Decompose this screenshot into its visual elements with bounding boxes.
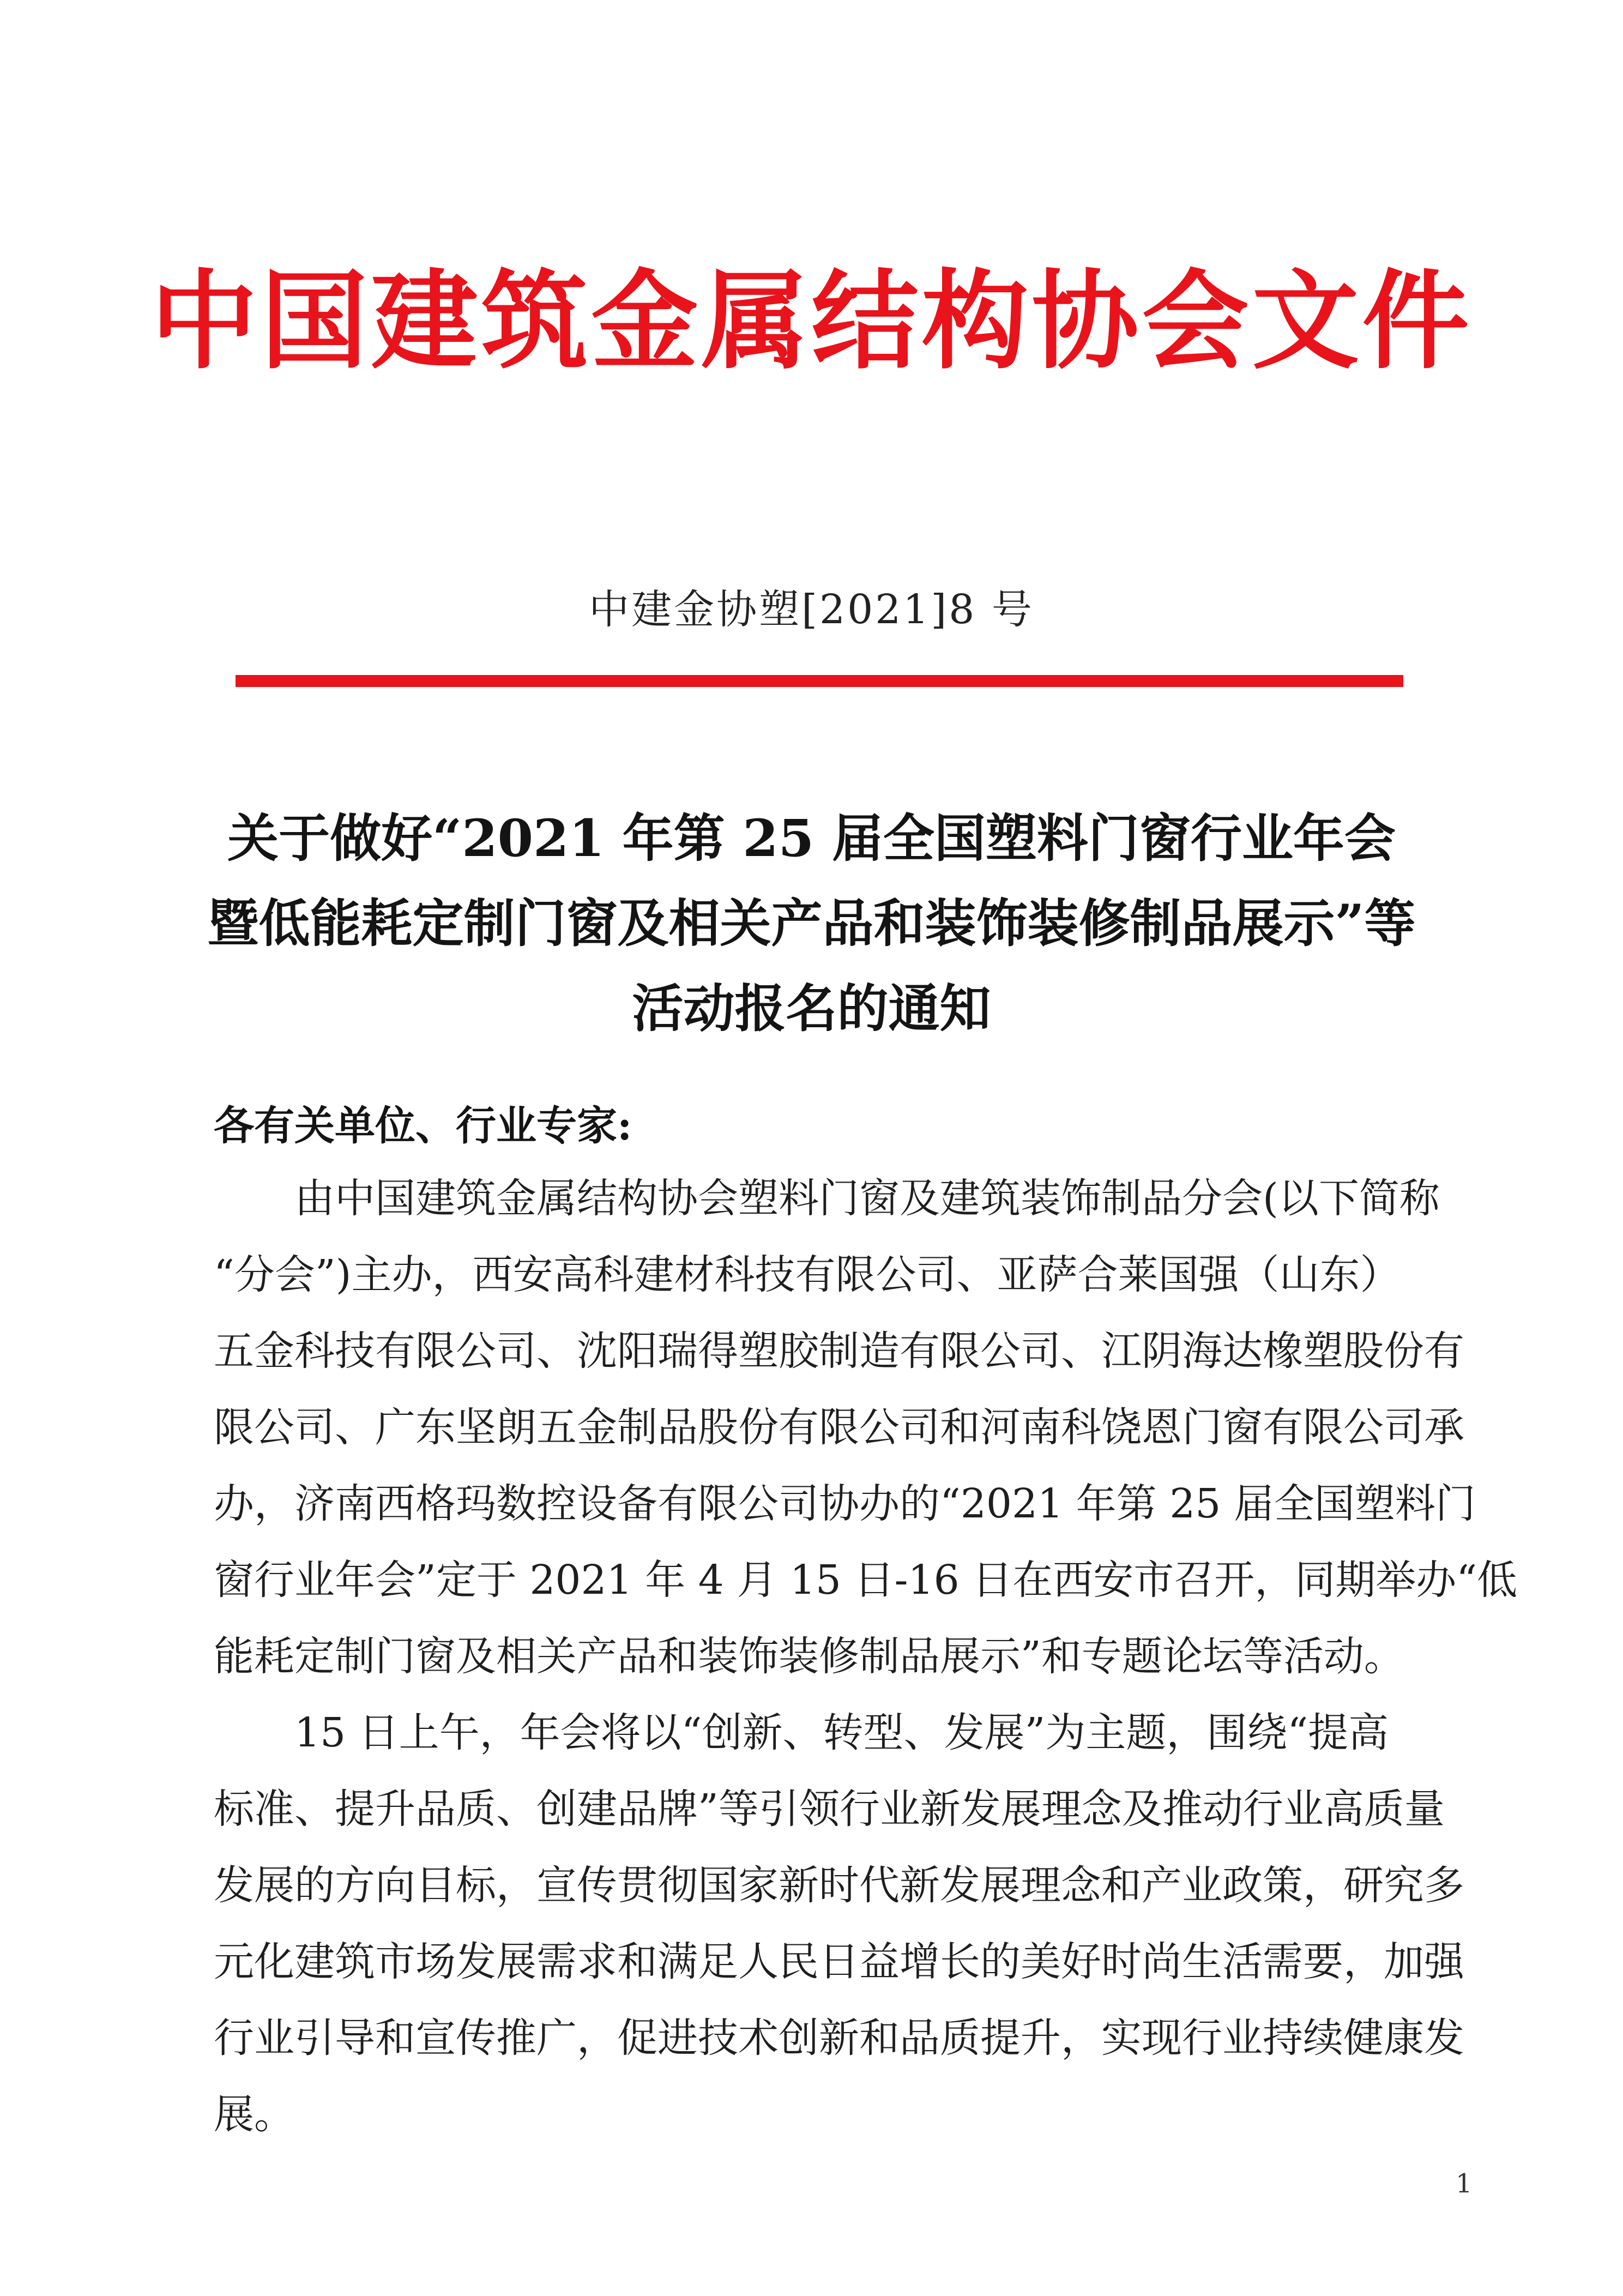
masthead-title: 中国建筑金属结构协会文件 bbox=[150, 260, 1473, 384]
body-text bbox=[214, 1160, 1518, 2153]
paragraph-1-line: 能耗定制门窗及相关产品和装饰装修制品展示”和专题论坛等活动。 bbox=[214, 1633, 1404, 1680]
notice-title bbox=[0, 796, 1623, 1051]
paragraph-2-line: 标准、提升品质、创建品牌”等引领行业新发展理念及推动行业高质量 bbox=[214, 1786, 1445, 1833]
paragraph-1-line: 五金科技有限公司、沈阳瑞得塑胶制造有限公司、江阴海达橡塑股份有 bbox=[214, 1328, 1464, 1375]
title-line: 暨低能耗定制门窗及相关产品和装饰装修制品展示”等 bbox=[207, 894, 1416, 954]
title-line: 关于做好“2021 年第 25 届全国塑料门窗行业年会 bbox=[227, 809, 1396, 869]
paragraph-1-line: 窗行业年会”定于 2021 年 4 月 15 日-16 日在西安市召开，同期举办“低 bbox=[214, 1557, 1518, 1604]
paragraph-1-line: 限公司、广东坚朗五金制品股份有限公司和河南科饶恩门窗有限公司承 bbox=[214, 1404, 1464, 1451]
document-number: 中建金协塑[2021]8 号 bbox=[589, 586, 1034, 633]
paragraph-1-line: “分会”)主办，西安高科建材科技有限公司、亚萨合莱国强（山东） bbox=[214, 1251, 1401, 1298]
paragraph-2-line: 15 日上午，年会将以“创新、转型、发展”为主题，围绕“提高 bbox=[294, 1709, 1389, 1756]
salutation: 各有关单位、行业专家: bbox=[214, 1102, 632, 1149]
paragraph-1-line: 办，济南西格玛数控设备有限公司协办的“2021 年第 25 届全国塑料门 bbox=[214, 1480, 1476, 1527]
paragraph-2-line: 发展的方向目标，宣传贯彻国家新时代新发展理念和产业政策，研究多 bbox=[214, 1862, 1464, 1909]
paragraph-2-line: 元化建筑市场发展需求和满足人民日益增长的美好时尚生活需要，加强 bbox=[214, 1938, 1464, 1985]
paragraph-2-line: 行业引导和宣传推广，促进技术创新和品质提升，实现行业持续健康发 bbox=[214, 2015, 1464, 2062]
red-separator-line bbox=[236, 675, 1403, 687]
title-line: 活动报名的通知 bbox=[632, 979, 991, 1039]
paragraph-1-line: 由中国建筑金属结构协会塑料门窗及建筑装饰制品分会(以下简称 bbox=[294, 1175, 1440, 1222]
page-number: 1 bbox=[1456, 2168, 1473, 2199]
paragraph-2-line: 展。 bbox=[214, 2091, 294, 2138]
